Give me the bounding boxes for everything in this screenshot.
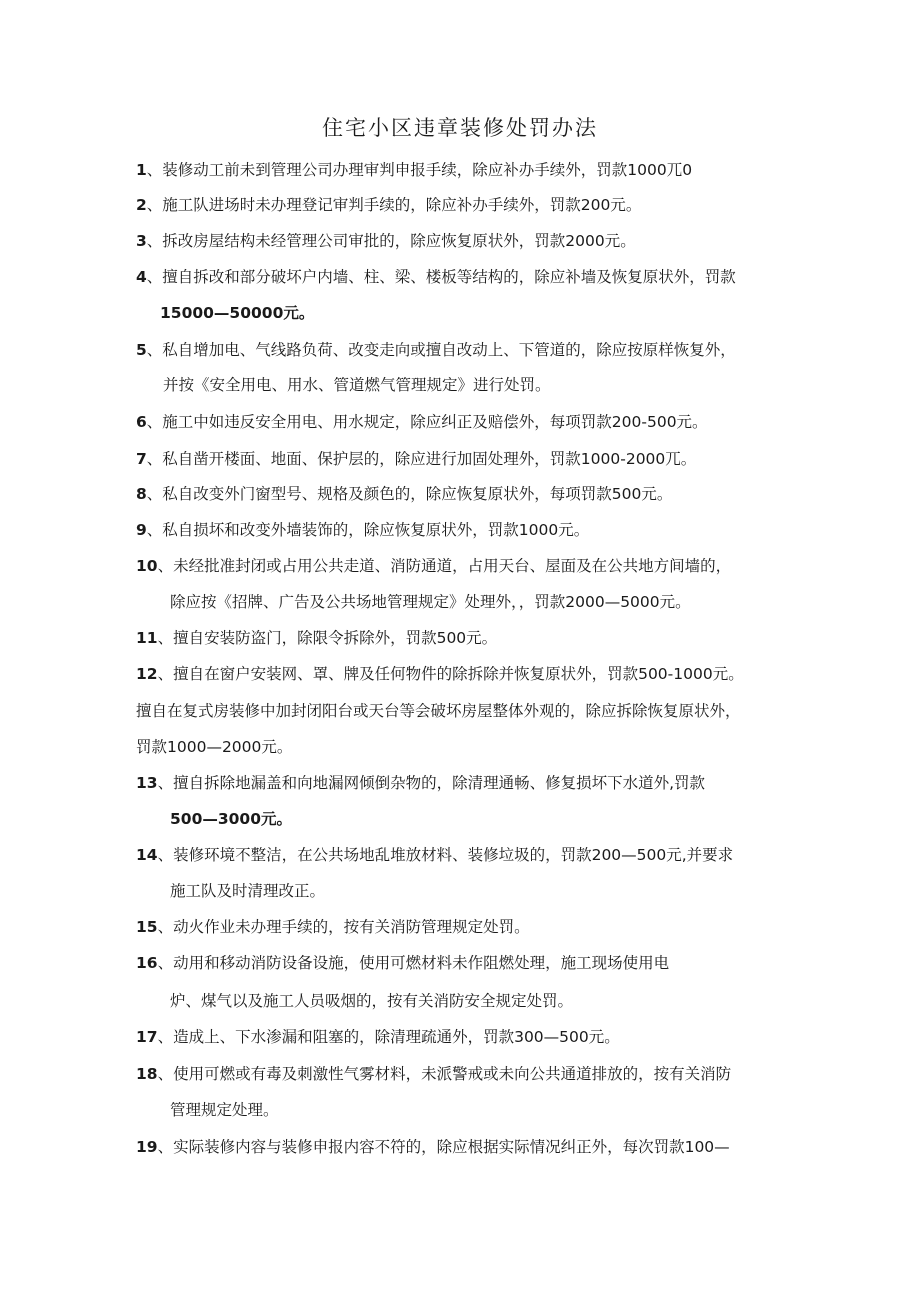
item-text: 、擅自拆改和部分破坏户内墙、柱、梁、楼板等结构的，除应补墙及恢复原状外，罚款 bbox=[146, 268, 736, 286]
item-number: 12 bbox=[136, 665, 158, 683]
item-text: 、擅自拆除地漏盖和向地漏网倾倒杂物的，除清理通畅、修复损坏下水道外,罚款 bbox=[157, 774, 706, 792]
list-item-continuation bbox=[163, 375, 551, 395]
list-item bbox=[136, 340, 736, 360]
item-text: 、擅自安装防盗门，除限令拆除外，罚款500元。 bbox=[157, 629, 498, 647]
list-item bbox=[136, 520, 589, 540]
item-number: 14 bbox=[136, 846, 158, 864]
item-text: 、擅自在窗户安装网、罩、牌及任何物件的除拆除并恢复原状外，罚款500-1000元。 bbox=[157, 665, 744, 683]
list-item bbox=[136, 773, 705, 793]
item-text: 、装修环境不整洁，在公共场地乱堆放材料、装修垃圾的，罚款200—500元,并要求 bbox=[157, 846, 734, 864]
list-item bbox=[136, 1027, 620, 1047]
paragraph-continuation bbox=[136, 737, 292, 757]
page-title: 住宅小区违章装修处罚办法 bbox=[322, 116, 598, 140]
item-text: 管理规定处理。 bbox=[170, 1101, 279, 1119]
item-number: 9 bbox=[136, 521, 147, 539]
item-text: 、私自改变外门窗型号、规格及颜色的，除应恢复原状外，每项罚款500元。 bbox=[146, 485, 673, 503]
item-text: 、施工队进场时未办理登记审判手续的，除应补办手续外，罚款200元。 bbox=[146, 196, 642, 214]
item-number: 16 bbox=[136, 954, 158, 972]
item-text: 罚款1000—2000元。 bbox=[136, 738, 293, 756]
list-item bbox=[136, 556, 731, 576]
item-text: 、私自损坏和改变外墙装饰的，除应恢复原状外，罚款1000元。 bbox=[146, 521, 590, 539]
list-item-continuation bbox=[170, 809, 292, 829]
item-number: 8 bbox=[136, 485, 147, 503]
item-text: 15000—50000元。 bbox=[160, 304, 315, 322]
list-item bbox=[136, 845, 733, 865]
list-item bbox=[136, 1137, 730, 1157]
item-number: 15 bbox=[136, 918, 158, 936]
item-text: 、动火作业未办理手续的，按有关消防管理规定处罚。 bbox=[157, 918, 530, 936]
list-item-continuation bbox=[170, 881, 325, 901]
item-text: 、未经批准封闭或占用公共走道、消防通道，占用天台、屋面及在公共地方间墙的， bbox=[157, 557, 732, 575]
item-number: 17 bbox=[136, 1028, 158, 1046]
item-text: 、私自凿开楼面、地面、保护层的，除应进行加固处理外，罚款1000-2000兀。 bbox=[146, 450, 697, 468]
item-number: 19 bbox=[136, 1138, 158, 1156]
item-number: 4 bbox=[136, 268, 147, 286]
item-text: 、造成上、下水渗漏和阻塞的，除清理疏通外，罚款300—500元。 bbox=[157, 1028, 620, 1046]
paragraph bbox=[136, 701, 741, 721]
item-text: 、拆改房屋结构未经管理公司审批的，除应恢复原状外，罚款2000元。 bbox=[146, 232, 636, 250]
list-item-continuation bbox=[170, 991, 573, 1011]
item-number: 1 bbox=[136, 161, 147, 179]
item-number: 3 bbox=[136, 232, 147, 250]
list-item bbox=[136, 664, 744, 684]
item-text: 、实际装修内容与装修申报内容不符的，除应根据实际情况纠正外，每次罚款100— bbox=[157, 1138, 730, 1156]
list-item bbox=[136, 628, 497, 648]
item-number: 7 bbox=[136, 450, 147, 468]
item-text: 500—3000元。 bbox=[170, 810, 292, 828]
item-number: 10 bbox=[136, 557, 158, 575]
list-item bbox=[136, 231, 636, 251]
item-text: 、施工中如违反安全用电、用水规定，除应纠正及赔偿外，每项罚款200-500元。 bbox=[146, 413, 708, 431]
list-item bbox=[136, 160, 692, 180]
item-text: 除应按《招牌、广告及公共场地管理规定》处理外，，罚款2000—5000元。 bbox=[170, 593, 691, 611]
list-item bbox=[136, 917, 530, 937]
item-text: 炉、煤气以及施工人员吸烟的，按有关消防安全规定处罚。 bbox=[170, 992, 574, 1010]
list-item bbox=[136, 484, 672, 504]
list-item bbox=[136, 1064, 731, 1084]
list-item bbox=[136, 449, 696, 469]
item-text: 施工队及时清理改正。 bbox=[170, 882, 326, 900]
list-item bbox=[136, 412, 708, 432]
item-text: 、使用可燃或有毒及刺激性气雾材料，未派警戒或未向公共通道排放的，按有关消防 bbox=[157, 1065, 732, 1083]
list-item bbox=[136, 195, 641, 215]
item-number: 2 bbox=[136, 196, 147, 214]
list-item bbox=[136, 953, 669, 973]
item-text: 、私自增加电、气线路负荷、改变走向或擅自改动上、下管道的，除应按原样恢复外， bbox=[146, 341, 736, 359]
list-item-continuation bbox=[170, 592, 691, 612]
list-item bbox=[136, 267, 736, 287]
list-item-continuation bbox=[160, 303, 314, 323]
item-number: 18 bbox=[136, 1065, 158, 1083]
item-number: 5 bbox=[136, 341, 147, 359]
item-number: 13 bbox=[136, 774, 158, 792]
item-number: 6 bbox=[136, 413, 147, 431]
item-text: 并按《安全用电、用水、管道燃气管理规定》进行处罚。 bbox=[163, 376, 551, 394]
list-item-continuation bbox=[170, 1100, 279, 1120]
item-text: 、装修动工前未到管理公司办理审判申报手续，除应补办手续外，罚款1000兀0 bbox=[146, 161, 693, 179]
item-text: 擅自在复式房装修中加封闭阳台或天台等会破坏房屋整体外观的，除应拆除恢复原状外， bbox=[136, 702, 741, 720]
item-number: 11 bbox=[136, 629, 158, 647]
item-text: 、动用和移动消防设备设施，使用可燃材料未作阻燃处理，施工现场使用电 bbox=[157, 954, 670, 972]
